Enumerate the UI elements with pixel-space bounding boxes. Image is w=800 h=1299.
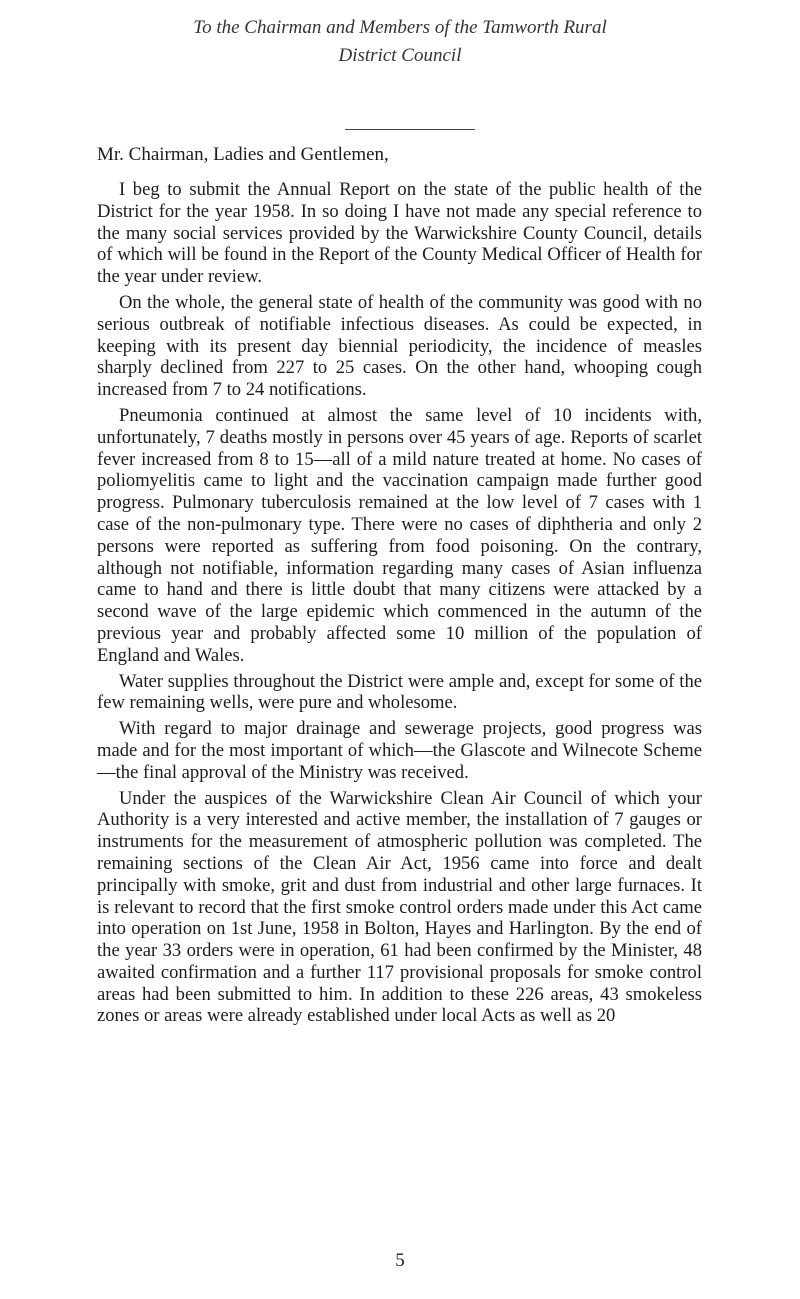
paragraph-water-supplies: Water supplies throughout the District were ample and, except for some of the few remaining wells, were pure and wholesome. bbox=[97, 670, 702, 714]
separator-rule bbox=[345, 129, 475, 130]
addressee-line-2: District Council bbox=[338, 45, 462, 66]
paragraph-drainage: With regard to major drainage and sewerage projects, good progress was made and for the most important of which—the Glascote and Wilnecote Scheme—the final approval of the Ministry was received. bbox=[97, 718, 702, 783]
paragraph-clean-air: Under the auspices of the Warwickshire Clean Air Council of which your Authority is a very interested and active member, the installation of 7 gauges or instruments for the measurement of atmospheric pollution was completed. The remaining sections of the Clean Air Act, 1956 came into force and dealt principally with smoke, grit and dust from industrial and other large furnaces. It is relevant to record that the first smoke control orders made under this Act came into operation on 1st June, 1958 in Bolton, Hayes and Harlington. By the end of the year 33 orders were in operation, 61 had been confirmed by the Minister, 48 awaited confirmation and a further 117 provisional proposals for smoke control areas had been submitted to him. In addition to these 226 areas, 43 smokeless zones or areas were already established under local Acts as well as 20 bbox=[97, 787, 702, 1027]
report-body bbox=[97, 179, 702, 1031]
addressee-line-1: To the Chairman and Members of the Tamworth Rural bbox=[193, 17, 607, 38]
page-number: 5 bbox=[395, 1250, 405, 1271]
salutation: Mr. Chairman, Ladies and Gentlemen, bbox=[97, 144, 389, 165]
paragraph-intro: I beg to submit the Annual Report on the state of the public health of the District for the year 1958. In so doing I have not made any special reference to the many social services provided by the Warwickshire County Council, details of which will be found in the Report of the County Medical Officer of Health for the year under review. bbox=[97, 179, 702, 288]
addressee-heading bbox=[0, 14, 800, 70]
paragraph-general-health: On the whole, the general state of health of the community was good with no serious outbreak of notifiable infectious diseases. As could be expected, in keeping with its present day biennial periodicity, the incidence of measles sharply declined from 227 to 25 cases. On the other hand, whooping cough increased from 7 to 24 notifications. bbox=[97, 291, 702, 401]
paragraph-diseases: Pneumonia continued at almost the same level of 10 incidents with, unfortunately, 7 deaths mostly in persons over 45 years of age. Reports of scarlet fever increased from 8 to 15—all of a mild nature treated at home. No cases of poliomyelitis came to light and the vaccination campaign made further good progress. Pulmonary tuberculosis remained at the low level of 7 cases with 1 case of the non-pulmonary type. There were no cases of diphtheria and only 2 persons were reported as suffering from food poisoning. On the contrary, although not notifiable, information regarding many cases of Asian influenza came to hand and there is little doubt that many citizens were attacked by a second wave of the large epidemic which commenced in the autumn of the previous year and probably affected some 10 million of the population of England and Wales. bbox=[97, 404, 702, 666]
